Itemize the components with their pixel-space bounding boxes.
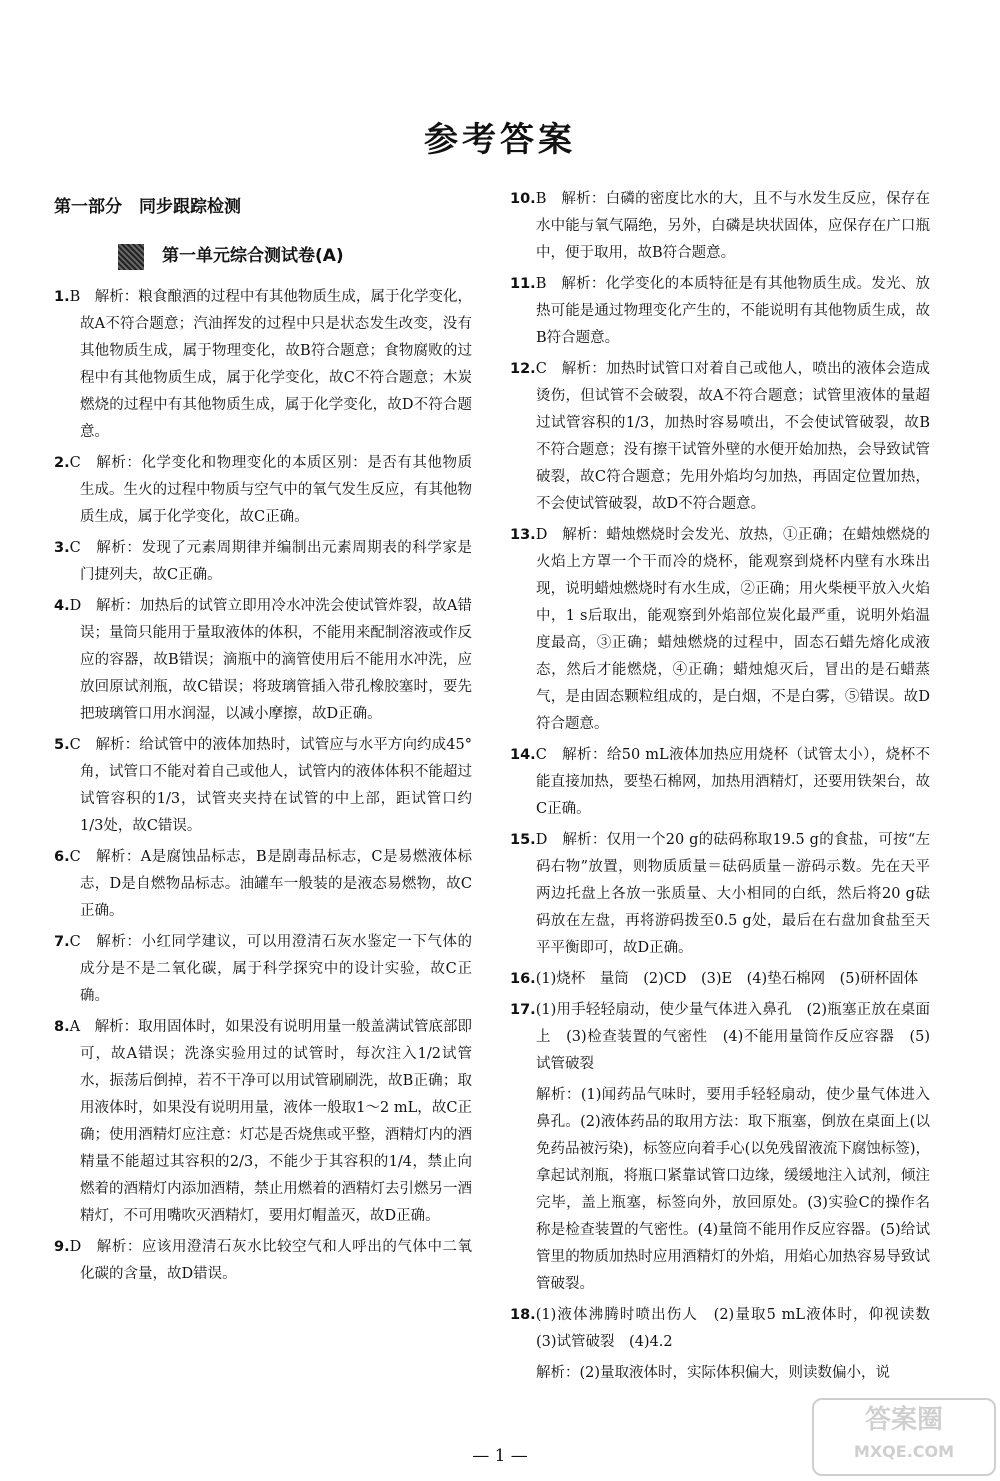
answer-item [510,186,930,267]
answer-number: 2. [54,455,70,471]
answer-item [510,827,930,962]
answer-item [54,732,472,840]
answer-text: (1)烧杯 量筒 (2)CD (3)E (4)垫石棉网 (5)研杯固体 [535,971,919,987]
answer-item [54,535,472,589]
answer-number: 5. [54,737,70,753]
answer-text: C 解析：给试管中的液体加热时，试管应与水平方向约成45°角，试管口不能对着自己或他人，试管内的液体体积不能超过试管容积的1/3，试管夹夹持在试管的中上部，距试管口约1/3处，故C错误。 [69,737,472,834]
answer-text: D 解析：仅用一个20 g的砝码称取19.5 g的食盐，可按“左码右物”放置，则物质质量＝砝码质量－游码示数。先在天平两边托盘上各放一张质量、大小相同的白纸，然后将20 g砝码放在左盘，再将游码拨至0.5 g处，最后在右盘加食盐至天平平衡即可，故D正确。 [535,832,930,956]
answer-number: 3. [54,540,70,556]
answer-number: 11. [510,276,536,292]
answer-item [510,271,930,352]
unit-heading [118,243,472,270]
answer-text: C 解析：加热时试管口对着自己或他人，喷出的液体会造成烫伤，但试管不会破裂，故A不符合题意；试管里液体的量超过试管容积的1/3，加热时容易喷出，不会使试管破裂，故B不符合题意；没有擦干试管外壁的水便开始加热，会导致试管破裂，故C符合题意；先用外焰均匀加热，再固定位置加热，不会使试管破裂，故D不符合题意。 [535,361,930,512]
answer-item [510,356,930,518]
answer-number: 18. [510,1307,536,1323]
answer-number: 10. [510,191,536,207]
answer-number: 4. [54,598,70,614]
watermark-bottom: MXQE.COM [853,1442,955,1461]
answer-text: A 解析：取用固体时，如果没有说明用量一般盖满试管底部即可，故A错误；洗涤实验用过的试管时，每次注入1/2试管水，振荡后倒掉，若不干净可以用试管刷刷洗，故B正确；取用液体时，如果没有说明用量，液体一般取1～2 mL，故C正确；使用酒精灯应注意：灯芯是否烧焦或平整，酒精灯内的酒精量不能超过其容积的2/3，不能少于其容积的1/4，禁止向燃着的酒精灯内添加酒精，禁止用燃着的酒精灯去引燃另一酒精灯，不可用嘴吹灭酒精灯，要用灯帽盖灭，故D正确。 [69,1019,472,1224]
answer-text: D 解析：蜡烛燃烧时会发光、放热，①正确；在蜡烛燃烧的火焰上方罩一个干而冷的烧杯，能观察到烧杯内壁有水珠出现，说明蜡烛燃烧时有水生成，②正确；用火柴梗平放入火焰中，1 s后取出，能观察到外焰部位炭化最严重，说明外焰温度最高，③正确；蜡烛燃烧的过程中，固态石蜡先熔化成液态，然后才能燃烧，④正确；蜡烛熄灭后，冒出的是石蜡蒸气，是由固态颗粒组成的，是白烟，不是白雾，⑤错误。故D符合题意。 [535,527,930,732]
answer-number: 1. [54,289,70,305]
page-title: 参考答案 [424,120,576,160]
page-number: — 1 — [472,1446,528,1466]
answer-item [510,742,930,823]
answer-text: 解析：(2)量取液体时，实际体积偏大，则读数偏小，说 [536,1365,891,1381]
answer-item [510,1302,945,1356]
answer-item [510,522,930,738]
answer-number: 16. [510,971,536,987]
answer-text: 解析：(1)闻药品气味时，要用手轻轻扇动，使少量气体进入鼻孔。(2)液体药品的取用方法：取下瓶塞，倒放在桌面上(以免药品被污染)，标签应向着手心(以免残留液流下腐蚀标签)，拿起试剂瓶，将瓶口紧靠试管口边缘，缓缓地注入试剂，倾注完毕，盖上瓶塞，标签向外，放回原处。(3)实验C的操作名称是检查装置的气密性。(4)量筒不能用作反应容器。(5)给试管里的物质加热时应用酒精灯的外焰，用焰心加热容易导致试管破裂。 [536,1087,930,1292]
answer-text: C 解析：发现了元素周期律并编制出元素周期表的科学家是门捷列夫，故C正确。 [69,540,472,583]
answer-number: 8. [54,1019,70,1035]
answer-text: C 解析：A是腐蚀品标志，B是剧毒品标志，C是易燃液体标志，D是自燃物品标志。油罐车一般装的是液态易燃物，故C正确。 [69,849,472,919]
answer-number: 12. [510,361,536,377]
right-column [510,186,945,1391]
unit-heading-text: 第一单元综合测试卷(A) [162,246,344,266]
answer-text: B 解析：化学变化的本质特征是有其他物质生成。发光、放热可能是通过物理变化产生的，不能说明有其他物质生成，故B符合题意。 [535,276,930,346]
answer-text: B 解析：粮食酿酒的过程中有其他物质生成，属于化学变化，故A不符合题意；汽油挥发的过程中只是状态发生改变，没有其他物质生成，属于物理变化，故B符合题意；食物腐败的过程中有其他物质生成，属于化学变化，故C不符合题意；木炭燃烧的过程中有其他物质生成，属于化学变化，故D不符合题意。 [69,289,472,440]
answer-list-right [510,186,945,1387]
answer-number: 7. [54,934,70,950]
answer-text: C 解析：给50 mL液体加热应用烧杯（试管太小），烧杯不能直接加热，要垫石棉网，加热用酒精灯，还要用铁架台，故C正确。 [535,747,930,817]
watermark-logo [812,1398,996,1476]
answer-text: D 解析：加热后的试管立即用冷水冲洗会使试管炸裂，故A错误；量筒只能用于量取液体的体积，不能用来配制溶液或作反应的容器，故B错误；滴瓶中的滴管使用后不能用水冲洗，应放回原试剂瓶，故C错误；将玻璃管插入带孔橡胶塞时，要先把玻璃管口用水润湿，以减小摩擦，故D正确。 [69,598,472,722]
answer-number: 14. [510,747,536,763]
answer-item [510,1360,930,1387]
answer-item [54,844,472,925]
answer-text: (1)用手轻轻扇动，使少量气体进入鼻孔 (2)瓶塞正放在桌面上 (3)检查装置的气密性 (4)不能用量筒作反应容器 (5)试管破裂 [535,1002,930,1072]
part-heading: 第一部分 同步跟踪检测 [54,197,241,217]
answer-number: 13. [510,527,536,543]
answer-item [54,929,472,1010]
answer-text: C 解析：化学变化和物理变化的本质区别：是否有其他物质生成。生火的过程中物质与空气中的氧气发生反应，有其他物质生成，属于化学变化，故C正确。 [69,455,472,525]
left-column [54,186,472,1292]
answer-item [54,450,472,531]
answer-number: 15. [510,832,536,848]
answer-text: D 解析：应该用澄清石灰水比较空气和人呼出的气体中二氧化碳的含量，故D错误。 [69,1239,472,1282]
answer-item [510,1082,930,1298]
answer-number: 6. [54,849,70,865]
answer-list-left [54,284,472,1288]
watermark-top: 答案圈 [864,1405,943,1435]
answer-text: (1)液体沸腾时喷出伤人 (2)量取5 mL液体时，仰视读数 (3)试管破裂 (4)4.2 [535,1307,945,1350]
answer-item [54,284,472,446]
answer-item [54,1014,472,1230]
answer-item [510,997,930,1078]
answer-item [54,1234,472,1288]
answer-number: 9. [54,1239,70,1255]
answer-item [54,593,472,728]
answer-text: B 解析：白磷的密度比水的大，且不与水发生反应，保存在水中能与氧气隔绝，另外，白磷是块状固体，应保存在广口瓶中，便于取用，故B符合题意。 [535,191,930,261]
square-marker-icon [118,244,144,270]
answer-item [510,966,930,993]
answer-text: C 解析：小红同学建议，可以用澄清石灰水鉴定一下气体的成分是不是二氧化碳，属于科学探究中的设计实验，故C正确。 [69,934,472,1004]
answer-number: 17. [510,1002,536,1018]
